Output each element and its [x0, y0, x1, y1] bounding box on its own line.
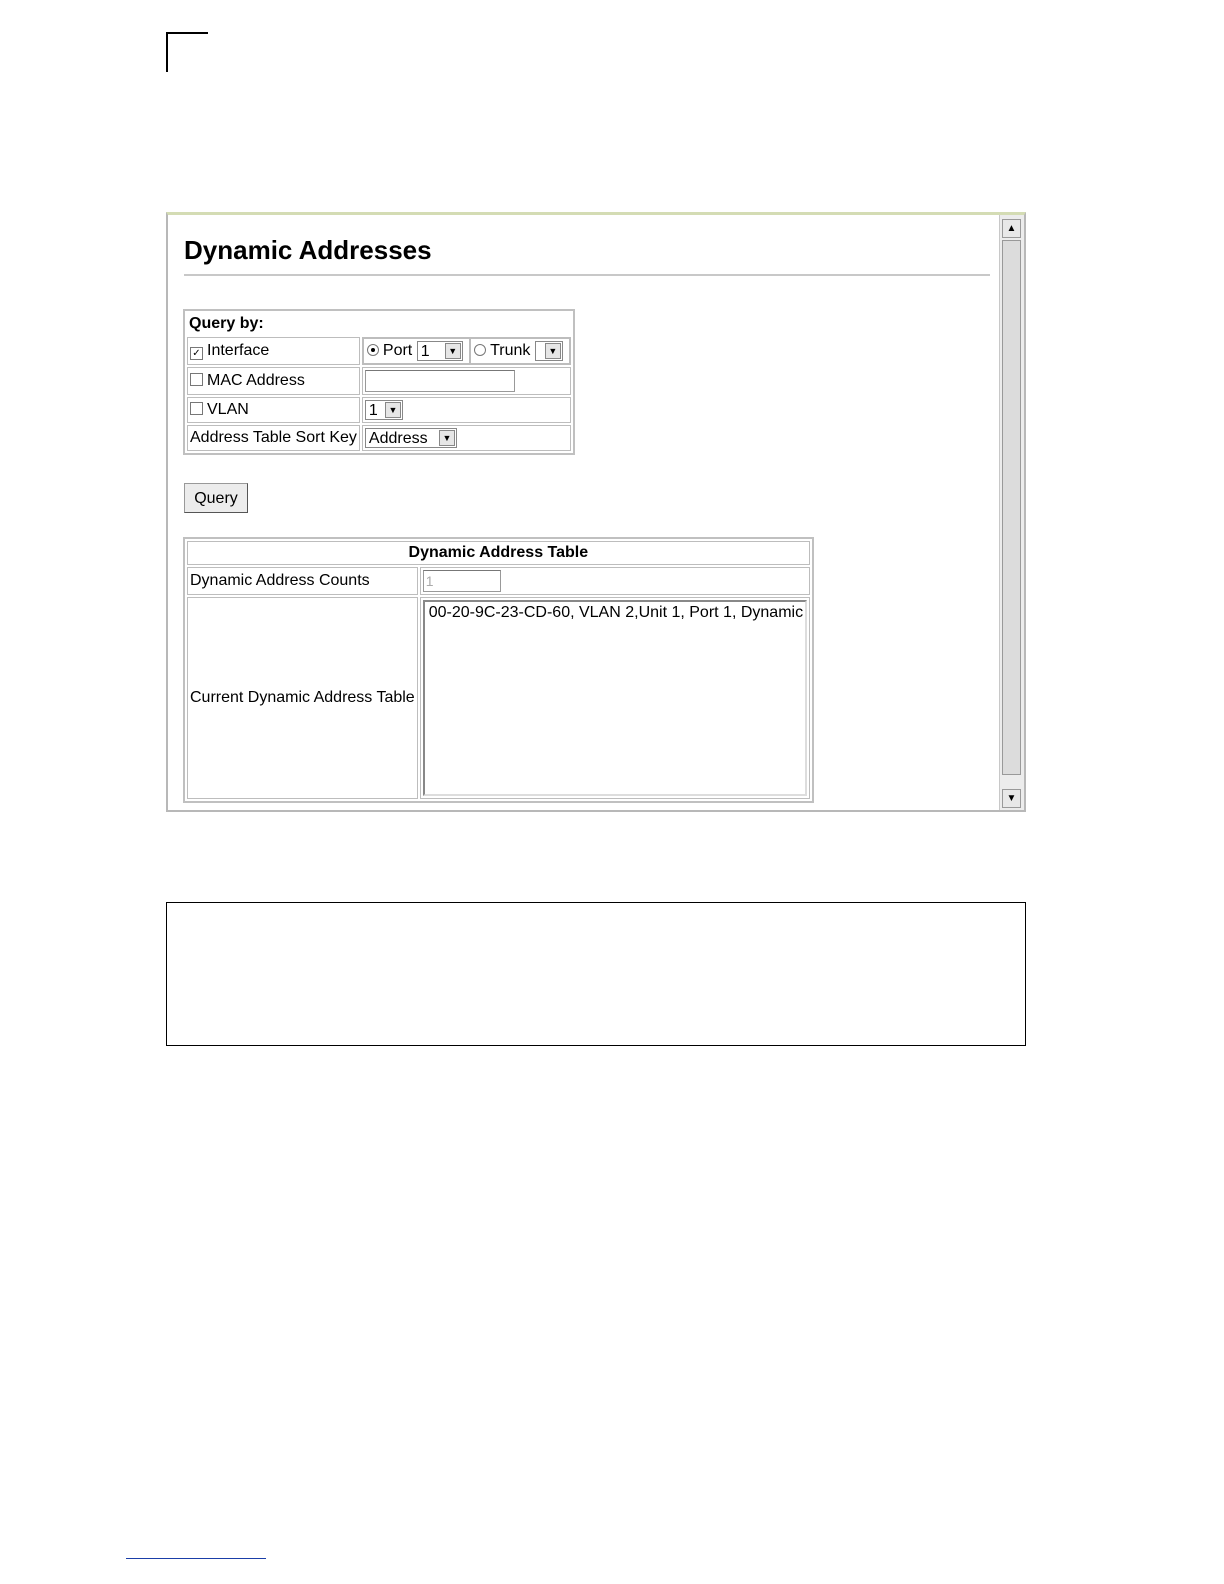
check-icon: ✓ — [192, 348, 201, 359]
browser-window — [166, 212, 1026, 812]
port-option — [363, 338, 470, 364]
address-entry: 00-20-9C-23-CD-60, VLAN 2,Unit 1, Port 1, Dynamic — [428, 604, 804, 621]
arrow-up-icon[interactable]: ▲ — [1002, 219, 1021, 238]
trunk-radio[interactable] — [474, 344, 486, 356]
address-counts-field: 1 — [423, 570, 501, 592]
vlan-select-cell — [362, 397, 571, 423]
vlan-select-value: 1 — [368, 402, 378, 419]
port-radio[interactable] — [367, 344, 379, 356]
crop-mark-vertical — [166, 32, 168, 72]
page-title: Dynamic Addresses — [184, 235, 432, 265]
mac-input-cell — [362, 367, 571, 395]
trunk-label: Trunk — [490, 342, 531, 360]
mac-cell — [187, 367, 360, 395]
title-divider — [184, 274, 990, 276]
arrow-down-icon[interactable]: ▼ — [1002, 789, 1021, 808]
crop-mark-horizontal — [166, 32, 208, 34]
query-form-table — [183, 309, 575, 455]
query-heading: Query by: — [189, 315, 264, 332]
address-list-box[interactable] — [423, 600, 807, 796]
mac-address-input[interactable] — [365, 370, 515, 392]
trunk-select[interactable] — [535, 341, 563, 361]
sort-key-label: Address Table Sort Key — [187, 425, 360, 451]
interface-options-cell — [362, 337, 571, 365]
current-table-label: Current Dynamic Address Table — [187, 597, 418, 799]
vlan-cell — [187, 397, 360, 423]
dynamic-address-table — [183, 537, 814, 803]
empty-frame — [166, 902, 1026, 1046]
mac-label: MAC Address — [207, 372, 305, 389]
interface-cell — [187, 337, 360, 365]
mac-checkbox[interactable] — [190, 373, 203, 386]
sort-key-value: Address — [368, 430, 428, 447]
interface-label: Interface — [207, 342, 270, 359]
footer-rule — [126, 1558, 266, 1559]
port-select-value: 1 — [420, 343, 430, 360]
sort-select-cell — [362, 425, 571, 451]
port-select[interactable] — [417, 341, 463, 361]
sort-key-select[interactable] — [365, 428, 457, 448]
vlan-label: VLAN — [207, 401, 249, 418]
interface-checkbox[interactable] — [190, 347, 203, 360]
counts-cell — [420, 567, 810, 595]
scrollbar-thumb[interactable] — [1002, 240, 1021, 775]
counts-label: Dynamic Address Counts — [187, 567, 418, 595]
vlan-select[interactable] — [365, 400, 403, 420]
chevron-down-icon: ▼ — [445, 343, 461, 359]
vertical-scrollbar[interactable] — [999, 215, 1024, 810]
results-heading: Dynamic Address Table — [187, 541, 810, 565]
current-table-cell — [420, 597, 810, 799]
trunk-option — [470, 338, 570, 364]
chevron-down-icon: ▼ — [545, 343, 561, 359]
chevron-down-icon: ▼ — [439, 430, 455, 446]
vlan-checkbox[interactable] — [190, 402, 203, 415]
query-button[interactable]: Query — [184, 483, 248, 513]
port-label: Port — [382, 342, 413, 360]
chevron-down-icon: ▼ — [385, 402, 401, 418]
